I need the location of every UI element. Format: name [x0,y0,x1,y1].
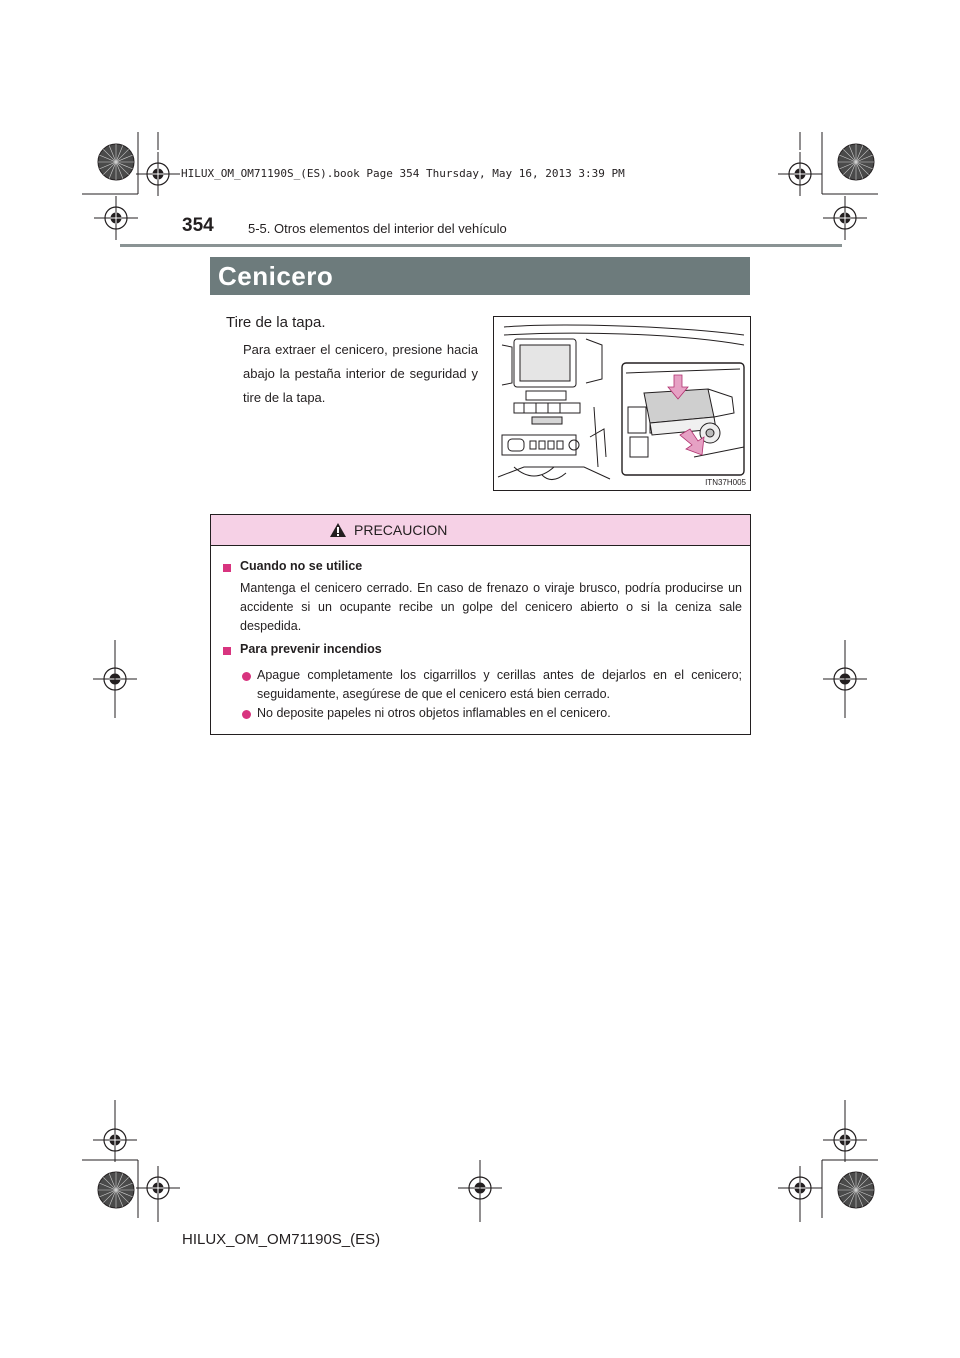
section-square-bullet [223,564,231,572]
header-rule [120,244,842,247]
section-header: 5-5. Otros elementos del interior del vehículo [248,221,507,236]
step-body: Para extraer el cenicero, presione hacia abajo la pestaña interior de seguridad y tire de la tapa. [243,342,478,405]
caution-title: PRECAUCION [354,522,448,538]
ashtray-illustration [493,316,751,491]
page-number: 354 [182,215,214,236]
caution-header [211,515,750,546]
caution-heading-fire: Para prevenir incendios [240,642,382,656]
page-title: Cenicero [218,261,334,291]
dashboard-drawing [494,317,750,490]
footer-model-code: HILUX_OM_OM71190S_(ES) [182,1231,381,1248]
list-bullet-dot [242,672,251,681]
caution-heading-not-in-use: Cuando no se utilice [240,559,363,573]
book-info-stamp: HILUX_OM_OM71190S_(ES).book Page 354 Thursday, May 16, 2013 3:39 PM [181,167,625,180]
section-square-bullet [223,647,231,655]
caution-bullet-flammables: No deposite papeles ni otros objetos inflamables en el cenicero. [257,706,611,720]
figure-code: ITN37H005 [705,478,746,487]
list-bullet-dot [242,710,251,719]
caution-bullet-extinguish: Apague completamente los cigarrillos y cerillas antes de dejarlos en el cenicero; seguidamente, asegúrese de que el cenicero está bien cerrado. [257,668,742,701]
step-heading: Tire de la tapa. [226,314,326,331]
warning-triangle-icon [329,522,347,538]
title-bar [210,257,750,295]
caution-text-not-in-use: Mantenga el cenicero cerrado. En caso de frenazo o viraje brusco, podría producirse un accidente si un ocupante recibe un golpe del cenicero abierto o si la ceniza sale despedida. [240,581,742,633]
caution-box [210,514,751,735]
